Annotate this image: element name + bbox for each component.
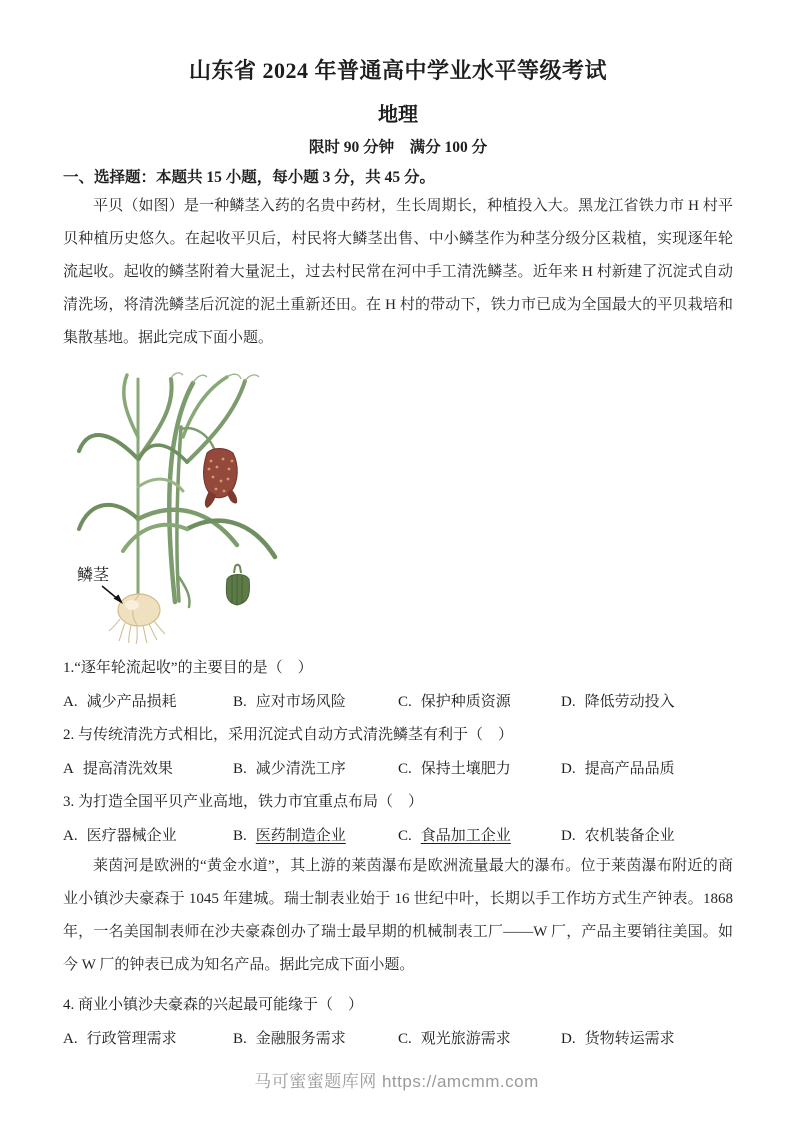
question-text: 为打造全国平贝产业高地，铁力市宜重点布局（ ） bbox=[74, 794, 424, 810]
question-1-option-a bbox=[63, 692, 233, 712]
option-text: 降低劳动投入 bbox=[584, 694, 675, 710]
option-text: 医疗器械企业 bbox=[86, 828, 177, 844]
option-text: 货物转运需求 bbox=[584, 1031, 675, 1047]
option-label: C. bbox=[398, 694, 412, 710]
option-text: 提高产品品质 bbox=[584, 761, 675, 777]
leaf-tip-curl bbox=[227, 374, 241, 379]
option-label: A. bbox=[63, 1031, 78, 1047]
option-text: 行政管理需求 bbox=[86, 1031, 177, 1047]
option-text: 减少清洗工序 bbox=[255, 761, 346, 777]
leaf-blade bbox=[79, 435, 138, 459]
bulb bbox=[118, 594, 160, 626]
option-label: A. bbox=[63, 694, 78, 710]
watermark-footer: 马可蜜蜜题库网 https://amcmm.com bbox=[254, 1072, 539, 1091]
question-1-options bbox=[63, 692, 733, 712]
option-text: 食品加工企业 bbox=[420, 828, 511, 844]
question-2-option-b bbox=[233, 759, 398, 779]
time-score-line: 限时 90 分钟 满分 100 分 bbox=[308, 139, 488, 156]
leaf-tip-curl bbox=[193, 375, 207, 383]
question-text: 商业小镇沙夫豪森的兴起最可能缘于（ ） bbox=[74, 997, 364, 1013]
option-text: 应对市场风险 bbox=[255, 694, 346, 710]
question-text: “逐年轮流起收”的主要目的是（ ） bbox=[74, 660, 313, 676]
question-2-option-c bbox=[398, 759, 561, 779]
question-3-option-d bbox=[561, 826, 733, 846]
question-3-option-c bbox=[398, 826, 561, 846]
question-3-stem bbox=[63, 792, 733, 812]
passage-rhine: 莱茵河是欧洲的“黄金水道”，其上游的莱茵瀑布是欧洲流量最大的瀑布。位于莱茵瀑布附近的商业小镇沙夫豪森于 1045 年建城。瑞士制表业始于 16 世纪中叶，长期以手工作坊方式生产钟表。1868 年，一名美国制表师在沙夫豪森创办了瑞士最早期的机械制表工厂——W 厂，产品主要销往美国。如今 W 厂的钟表已成为知名产品。据此完成下面小题。 bbox=[63, 858, 733, 973]
leaf-blade bbox=[169, 383, 193, 602]
question-2 bbox=[63, 725, 733, 779]
option-label: B. bbox=[233, 828, 247, 844]
question-1-stem bbox=[63, 658, 733, 678]
option-label: B. bbox=[233, 1031, 247, 1047]
option-label: D. bbox=[561, 828, 576, 844]
question-number: 2. bbox=[63, 727, 75, 743]
question-2-option-a bbox=[63, 759, 233, 779]
option-label: A bbox=[63, 761, 74, 777]
passage-pingbei: 平贝（如图）是一种鳞茎入药的名贵中药材，生长周期长，种植投入大。黑龙江省铁力市 H 村平贝种植历史悠久。在起收平贝后，村民将大鳞茎出售、中小鳞茎作为种茎分级分区栽植，实现逐年轮流起收。起收的鳞茎附着大量泥土，过去村民常在河中手工清洗鳞茎。近年来 H 村新建了沉淀式自动清洗场，将清洗鳞茎后沉淀的泥土重新还田。在 H 村的带动下，铁力市已成为全国最大的平贝栽培和集散基地。据此完成下面小题。 bbox=[63, 198, 733, 346]
option-text: 农机装备企业 bbox=[584, 828, 675, 844]
bulb-highlight bbox=[125, 600, 139, 610]
section-heading: 一、选择题：本题共 15 小题，每小题 3 分，共 45 分。 bbox=[63, 169, 436, 186]
question-text: 与传统清洗方式相比，采用沉淀式自动方式清洗鳞茎有利于（ ） bbox=[74, 727, 514, 743]
question-3 bbox=[63, 792, 733, 846]
option-text: 金融服务需求 bbox=[255, 1031, 346, 1047]
option-label: C. bbox=[398, 1031, 412, 1047]
capsule-tip bbox=[234, 565, 241, 573]
question-number: 1. bbox=[63, 660, 75, 676]
question-4-option-b bbox=[233, 1029, 398, 1049]
bulb-label-text: 鳞茎 bbox=[77, 567, 110, 584]
question-1 bbox=[63, 658, 733, 712]
option-text: 医药制造企业 bbox=[255, 828, 346, 844]
subject-title: 地理 bbox=[378, 104, 418, 126]
question-1-option-b bbox=[233, 692, 398, 712]
option-label: B. bbox=[233, 761, 247, 777]
question-4-options bbox=[63, 1029, 733, 1049]
question-2-stem bbox=[63, 725, 733, 745]
question-1-option-c bbox=[398, 692, 561, 712]
option-label: D. bbox=[561, 1031, 576, 1047]
question-4-stem bbox=[63, 995, 733, 1015]
option-text: 保持土壤肥力 bbox=[420, 761, 511, 777]
option-text: 提高清洗效果 bbox=[82, 761, 173, 777]
option-label: C. bbox=[398, 761, 412, 777]
option-label: D. bbox=[561, 694, 576, 710]
leaf-blade bbox=[79, 505, 138, 529]
fritillaria-plant-image bbox=[75, 367, 315, 645]
seed-capsule bbox=[226, 575, 249, 606]
question-4-option-a bbox=[63, 1029, 233, 1049]
leaf-tip-curl bbox=[171, 373, 183, 379]
page-title: 山东省 2024 年普通高中学业水平等级考试 bbox=[188, 58, 607, 83]
question-2-options bbox=[63, 759, 733, 779]
leaf-blade bbox=[124, 375, 138, 437]
option-text: 保护种质资源 bbox=[420, 694, 511, 710]
option-text: 观光旅游需求 bbox=[420, 1031, 511, 1047]
question-4-option-d bbox=[561, 1029, 733, 1049]
question-4 bbox=[63, 995, 733, 1049]
leaf-tip-curl bbox=[245, 375, 259, 381]
question-3-option-a bbox=[63, 826, 233, 846]
option-label: D. bbox=[561, 761, 576, 777]
question-4-option-c bbox=[398, 1029, 561, 1049]
option-label: A. bbox=[63, 828, 78, 844]
plant-illustration bbox=[75, 367, 315, 645]
option-label: C. bbox=[398, 828, 412, 844]
option-label: B. bbox=[233, 694, 247, 710]
question-3-option-b bbox=[233, 826, 398, 846]
plant-stem-fork bbox=[179, 577, 190, 607]
question-3-options bbox=[63, 826, 733, 846]
question-1-option-d bbox=[561, 692, 733, 712]
option-text: 减少产品损耗 bbox=[86, 694, 177, 710]
question-2-option-d bbox=[561, 759, 733, 779]
question-number: 3. bbox=[63, 794, 75, 810]
question-number: 4. bbox=[63, 997, 75, 1013]
